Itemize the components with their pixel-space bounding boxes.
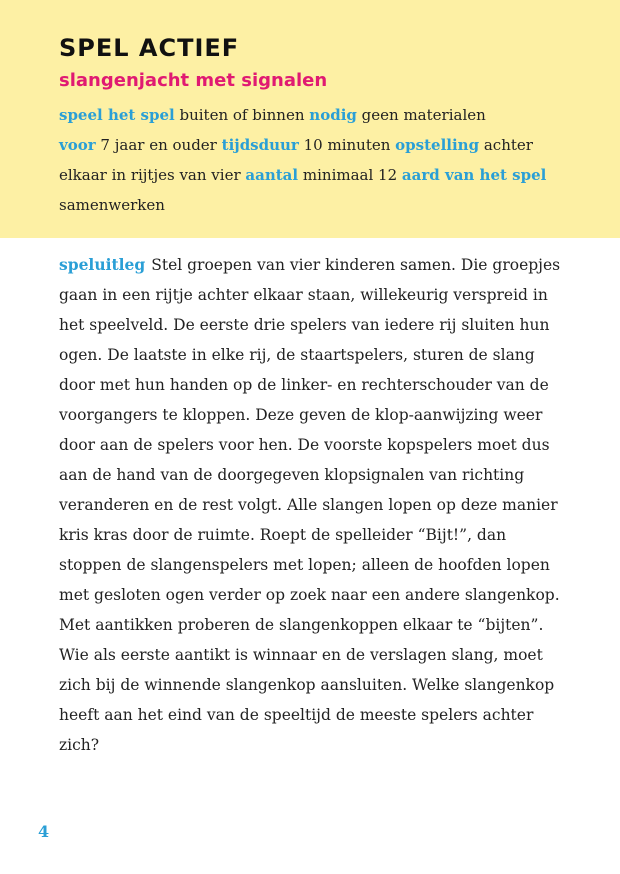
game-explanation xyxy=(59,250,563,760)
header-panel xyxy=(0,0,620,238)
explanation-label: speluitleg xyxy=(59,255,146,274)
info-key-play: speel het spel xyxy=(59,106,175,124)
page-title: SPEL ACTIEF xyxy=(59,34,240,62)
info-key-count: aantal xyxy=(245,166,299,184)
game-info xyxy=(59,100,559,220)
info-key-age: voor xyxy=(59,136,96,154)
info-value-setup: achter elkaar in rijtjes van vier xyxy=(59,136,533,184)
info-value-duration: 10 minuten xyxy=(303,136,391,154)
info-key-setup: opstelling xyxy=(395,136,480,154)
info-value-play: buiten of binnen xyxy=(179,106,305,124)
info-key-type: aard van het spel xyxy=(401,166,547,184)
info-value-type: samenwerken xyxy=(59,196,165,214)
page-subtitle: slangenjacht met signalen xyxy=(59,70,328,91)
info-value-count: minimaal 12 xyxy=(302,166,398,184)
page-number: 4 xyxy=(38,822,50,841)
info-key-duration: tijdsduur xyxy=(221,136,299,154)
info-key-needed: nodig xyxy=(309,106,357,124)
info-value-needed: geen materialen xyxy=(361,106,486,124)
info-value-age: 7 jaar en ouder xyxy=(100,136,217,154)
explanation-text: Stel groepen van vier kinderen samen. Die groepjes gaan in een rijtje achter elkaar staan, willekeurig verspreid in het speelveld. De eerste drie spelers van iedere rij sluiten hun ogen. De laatste in elke rij, de staartspelers, sturen de slang door met hun handen op de linker- en rechterschouder van de voorgangers te kloppen. Deze geven de klop-aanwijzing weer door aan de spelers voor hen. De voorste kopspelers moet dus aan de hand van de doorgegeven klopsignalen van richting veranderen en de rest volgt. Alle slangen lopen op deze manier kris kras door de ruimte. Roept de spelleider “Bijt!”, dan stoppen de slangenspelers met lopen; alleen de hoofden lopen met gesloten ogen verder op zoek naar een andere slangenkop. Met aantikken proberen de slangenkoppen elkaar te “bijten”. Wie als eerste aantikt is winnaar en de verslagen slang, moet zich bij de winnende slangenkop aansluiten. Welke slangenkop heeft aan het eind van de speeltijd de meeste spelers achter zich? xyxy=(59,256,561,754)
